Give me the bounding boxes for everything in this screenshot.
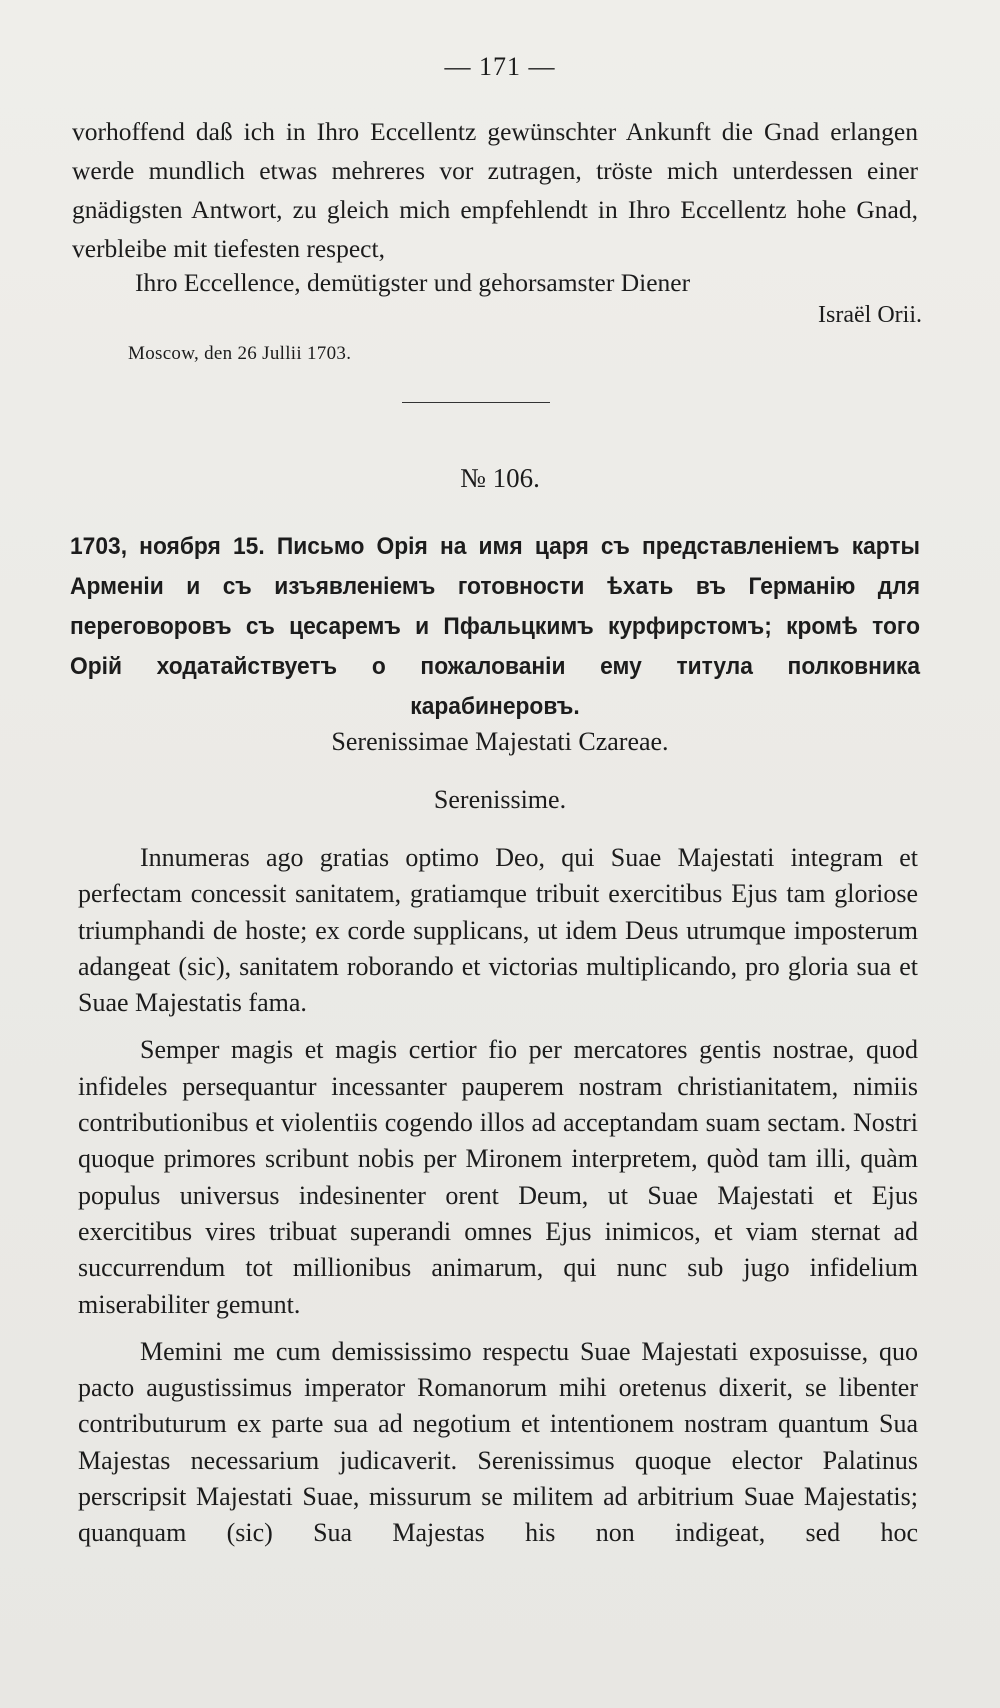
- letter-salutation: Serenissime.: [433, 785, 567, 814]
- body-paragraph: Semper magis et magis certior fio per mercatores gentis nostrae, quod infideles persequantur incessanter pauperem nostram christianitatem, nimiis contributionibus et violentiis cogendo illos ad acceptandam suam sectam. Nostri quoque primores scribunt nobis per Mironem interpretem, quòd tam illi, quàm populus universus indesinenter orent Deum, ut Suae Majestati et Ejus exercitibus vires tribuat superandi omnes Ejus inimicos, et viam sternat ad succurrendum tot millionibus animarum, qui nunc sub jugo infidelium miserabiliter gemunt.: [78, 1035, 918, 1319]
- letter-address: Serenissimae Majestati Czareae.: [331, 727, 669, 756]
- body-paragraph: Innumeras ago gratias optimo Deo, qui Suae Majestati integram et perfectam concessit sanitatem, gratiamque tribuit exercitibus Ejus tam gloriose triumphandi de hoste; ex corde supplicans, ut idem Deus utrumque imposterum adangeat (sic), sanitatem roborando et victorias multiplicando, pro gloria sua et Suae Majestatis fama.: [78, 843, 918, 1018]
- body-paragraph: Memini me cum demississimo respectu Suae Majestati exposuisse, quo pacto augustissimus imperator Romanorum mihi oretenus dixerit, se libenter contributurum ex parte sua ad negotium et intentionem nostram quantum Sua Majestas necessarium judicaverit. Serenissimus quoque elector Palatinus perscripsit Majestati Suae, missurum se militem ad arbitrium Suae Majestatis; quanquam (sic) Sua Majestas his non indigeat, sed hoc: [78, 1336, 918, 1548]
- place-and-date: Moscow, den 26 Jullii 1703.: [128, 343, 352, 364]
- complimentary-close: Ihro Eccellence, demütigster und gehorsamster Diener: [135, 268, 691, 297]
- document-number: № 106.: [460, 463, 540, 493]
- document-summary-heading: 1703, ноября 15. Письмо Орія на имя царя съ представленіемъ карты Арменіи и съ изъявленіемъ готовности ѣхать въ Германію для переговоровъ съ цесаремъ и Пфальцкимъ курфирстомъ; кромѣ того Орій ходатайствуетъ о пожалованіи ему титула полковника карабинеровъ.: [70, 533, 921, 720]
- page-number: — 171 —: [444, 52, 556, 81]
- section-divider: [402, 402, 550, 403]
- letter-body: [78, 840, 918, 1563]
- previous-letter-closing-paragraph: vorhoffend daß ich in Ihro Eccellentz gewünschter Ankunft die Gnad erlangen werde mundlich etwas mehreres vor zutragen, tröste mich unterdessen einer gnädigsten Antwort, zu gleich mich empfehlendt in Ihro Eccellentz hohe Gnad, verbleibe mit tiefesten respect,: [72, 117, 918, 263]
- signature: Israël Orii.: [818, 302, 922, 328]
